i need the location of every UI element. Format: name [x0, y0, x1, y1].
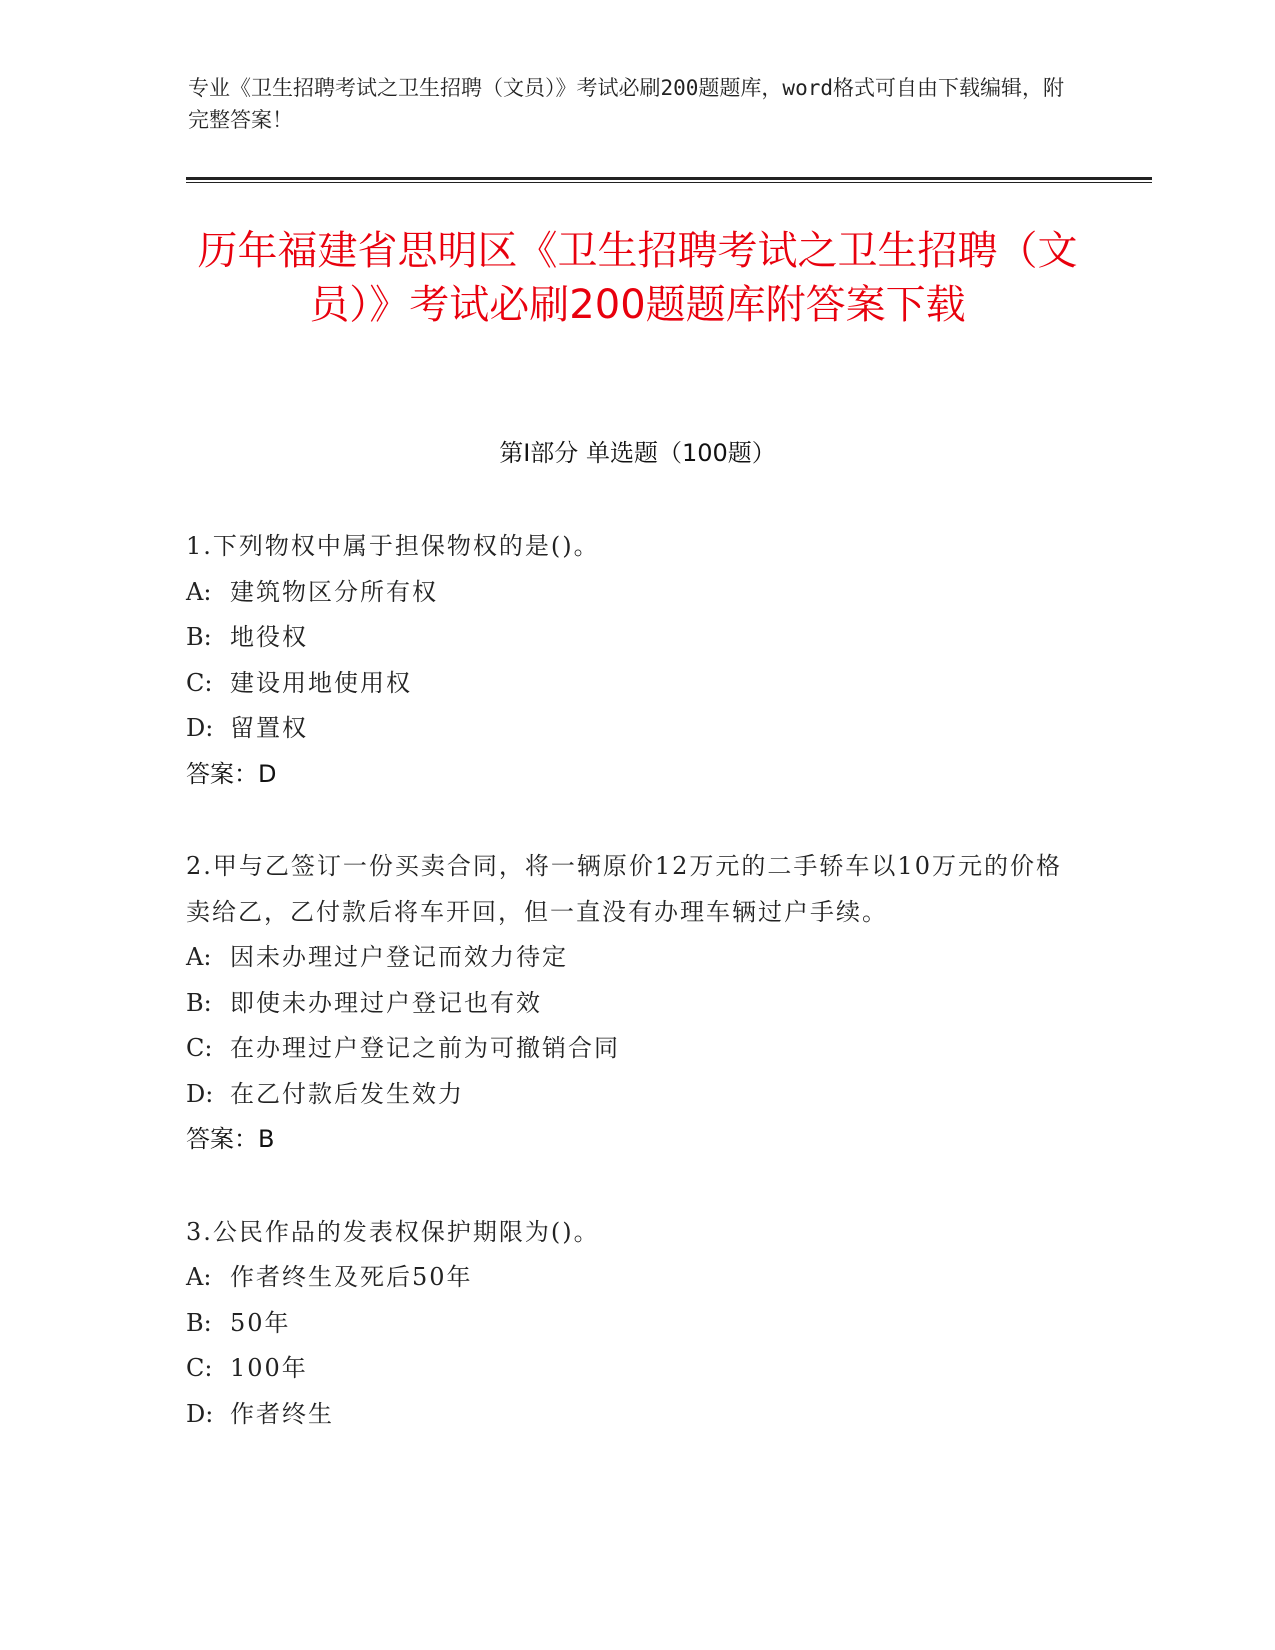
- option-text: 即使未办理过户登记也有效: [230, 988, 542, 1017]
- header-note: 专业《卫生招聘考试之卫生招聘（文员）》考试必刷200题题库，word格式可自由下载编辑，附完整答案！: [188, 76, 1064, 132]
- header-divider-thin: [186, 182, 1152, 183]
- option-text: 留置权: [230, 714, 308, 742]
- option-text: 100年: [230, 1354, 308, 1382]
- option-key: C:: [186, 1354, 213, 1382]
- option-key: D:: [186, 714, 214, 742]
- option-key: D:: [186, 1399, 214, 1428]
- option-key: A:: [186, 943, 212, 971]
- question-1: [186, 524, 1066, 797]
- header-divider-thick: [186, 177, 1152, 180]
- option-text: 建设用地使用权: [230, 668, 412, 697]
- option-text: 在乙付款后发生效力: [230, 1079, 464, 1108]
- option-key: C:: [186, 1034, 213, 1062]
- option-c: [186, 1346, 1066, 1392]
- option-b: [186, 981, 1066, 1027]
- option-c: [186, 1026, 1066, 1072]
- question-2: [186, 844, 1066, 1163]
- option-key: B:: [186, 1308, 212, 1337]
- option-b: [186, 1301, 1066, 1347]
- section-title: 第I部分 单选题（100题）: [499, 439, 776, 467]
- option-text: 因未办理过户登记而效力待定: [230, 943, 568, 971]
- option-a: [186, 570, 1066, 616]
- option-text: 作者终生: [230, 1399, 334, 1428]
- option-key: C:: [186, 668, 213, 697]
- answer: 答案：D: [186, 759, 277, 788]
- option-key: D:: [186, 1079, 214, 1108]
- option-a: [186, 935, 1066, 981]
- question-stem: 1.下列物权中属于担保物权的是()。: [186, 532, 600, 560]
- option-a: [186, 1255, 1066, 1301]
- option-d: [186, 1392, 1066, 1438]
- option-text: 在办理过户登记之前为可撤销合同: [230, 1034, 620, 1062]
- question-stem: 3.公民作品的发表权保护期限为()。: [186, 1217, 600, 1246]
- option-text: 作者终生及死后50年: [230, 1263, 473, 1291]
- option-key: B:: [186, 623, 212, 651]
- option-key: B:: [186, 988, 212, 1017]
- option-text: 50年: [230, 1308, 291, 1337]
- option-c: [186, 661, 1066, 707]
- option-text: 建筑物区分所有权: [230, 577, 438, 606]
- option-key: A:: [186, 1263, 212, 1291]
- option-key: A:: [186, 577, 212, 606]
- question-stem: 2.甲与乙签订一份买卖合同，将一辆原价12万元的二手轿车以10万元的价格卖给乙，乙付款后将车开回，但一直没有办理车辆过户手续。: [186, 852, 1062, 926]
- question-list: [186, 524, 1066, 1484]
- option-b: [186, 615, 1066, 661]
- option-text: 地役权: [230, 623, 308, 651]
- question-3: [186, 1210, 1066, 1438]
- document-title: 历年福建省思明区《卫生招聘考试之卫生招聘（文员）》考试必刷200题题库附答案下载: [197, 228, 1078, 328]
- option-d: [186, 706, 1066, 752]
- answer: 答案：B: [186, 1125, 275, 1153]
- option-d: [186, 1072, 1066, 1118]
